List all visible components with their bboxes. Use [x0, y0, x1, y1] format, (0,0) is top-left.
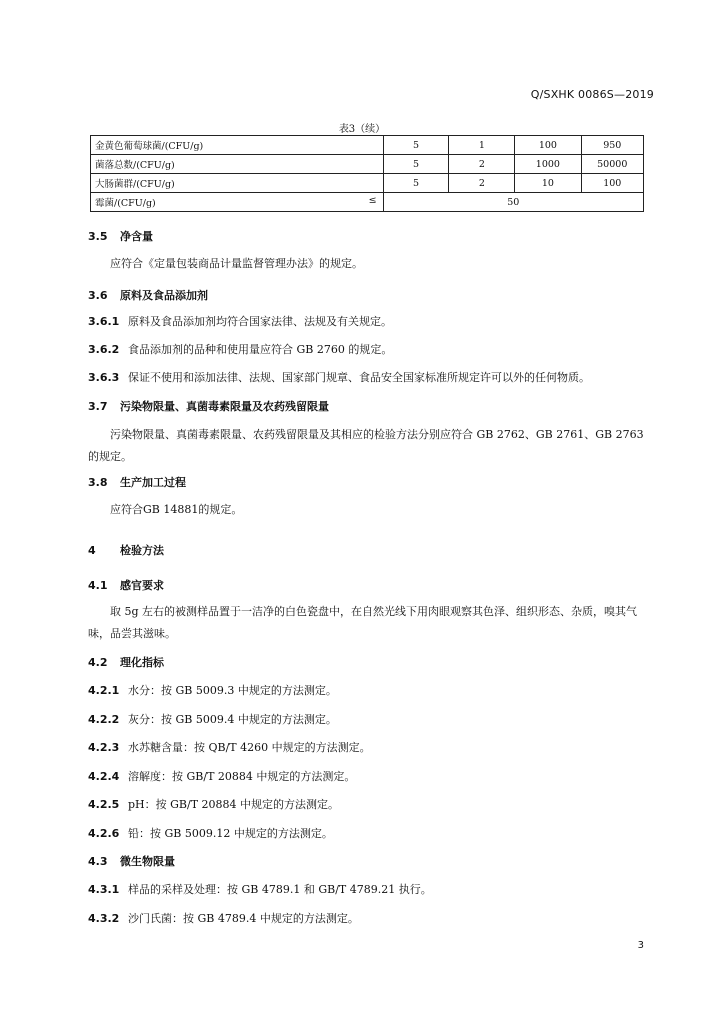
section-text-3-8: 应符合GB 14881的规定。: [110, 503, 243, 516]
table-cell-c: 2: [449, 155, 515, 174]
table-cell-n: 5: [383, 174, 449, 193]
table-cell-n: 5: [383, 136, 449, 155]
clause-4-2-6: 4.2.6 铅：按 GB 5009.12 中规定的方法测定。: [88, 827, 333, 840]
table-cell-item: 金黄色葡萄球菌/(CFU/g): [91, 136, 384, 155]
section-heading-4: 4 检验方法: [88, 544, 164, 557]
table-row: [91, 174, 644, 193]
table-cell-m: 1000: [515, 155, 581, 174]
section-text-3-7: 污染物限量、真菌毒素限量、农药残留限量及其相应的检验方法分别应符合 GB 2762、GB 2761、GB 2763 的规定。: [88, 428, 644, 463]
table-cell-item: 大肠菌群/(CFU/g): [91, 174, 384, 193]
section-heading-3-7: 3.7 污染物限量、真菌毒素限量及农药残留限量: [88, 400, 329, 413]
section-heading-4-2: 4.2 理化指标: [88, 656, 164, 669]
clause-3-6-3: 3.6.3 保证不使用和添加法律、法规、国家部门规章、食品安全国家标准所规定许可以外的任何物质。: [88, 371, 590, 384]
table-cell-n: 5: [383, 155, 449, 174]
table-cell-M: 950: [581, 136, 643, 155]
section-heading-3-6: 3.6 原料及食品添加剂: [88, 289, 208, 302]
table-caption: 表3（续）: [338, 124, 386, 135]
clause-4-3-2: 4.3.2 沙门氏菌：按 GB 4789.4 中规定的方法测定。: [88, 912, 359, 925]
table-cell-M: 100: [581, 174, 643, 193]
less-equal-symbol: ≤: [368, 195, 377, 206]
clause-3-6-1: 3.6.1 原料及食品添加剂均符合国家法律、法规及有关规定。: [88, 315, 392, 328]
clause-4-2-3: 4.2.3 水苏糖含量：按 QB/T 4260 中规定的方法测定。: [88, 741, 371, 754]
page-number: 3: [637, 940, 644, 951]
table-row-mold: [91, 193, 644, 212]
table-cell-M: 50000: [581, 155, 643, 174]
clause-4-3-1: 4.3.1 样品的采样及处理：按 GB 4789.1 和 GB/T 4789.21 执行。: [88, 883, 432, 896]
clause-4-2-5: 4.2.5 pH：按 GB/T 20884 中规定的方法测定。: [88, 798, 340, 811]
section-heading-3-8: 3.8 生产加工过程: [88, 476, 186, 489]
clause-4-2-4: 4.2.4 溶解度：按 GB/T 20884 中规定的方法测定。: [88, 770, 356, 783]
table-cell-item: 菌落总数/(CFU/g): [91, 155, 384, 174]
section-text-4-1: 取 5g 左右的被测样品置于一洁净的白色瓷盘中，在自然光线下用肉眼观察其色泽、组织形态、杂质，嗅其气味，品尝其滋味。: [88, 605, 638, 640]
table-row: [91, 155, 644, 174]
section-heading-4-1: 4.1 感官要求: [88, 579, 164, 592]
clause-4-2-1: 4.2.1 水分：按 GB 5009.3 中规定的方法测定。: [88, 684, 337, 697]
clause-4-2-2: 4.2.2 灰分：按 GB 5009.4 中规定的方法测定。: [88, 713, 337, 726]
mold-label: 霉菌/(CFU/g): [95, 198, 156, 209]
table-cell-c: 2: [449, 174, 515, 193]
standard-code: Q/SXHK 0086S—2019: [530, 88, 654, 101]
table-cell-item: [91, 193, 384, 212]
table-cell-c: 1: [449, 136, 515, 155]
table-cell-m: 10: [515, 174, 581, 193]
section-heading-4-3: 4.3 微生物限量: [88, 855, 175, 868]
table-cell-m: 100: [515, 136, 581, 155]
table-cell-mold-value: 50: [383, 193, 643, 212]
section-text-3-5: 应符合《定量包装商品计量监督管理办法》的规定。: [110, 257, 363, 270]
section-heading-3-5: 3.5 净含量: [88, 230, 153, 243]
microbial-limits-table: [90, 135, 644, 212]
table-row: [91, 136, 644, 155]
clause-3-6-2: 3.6.2 食品添加剂的品种和使用量应符合 GB 2760 的规定。: [88, 343, 393, 356]
